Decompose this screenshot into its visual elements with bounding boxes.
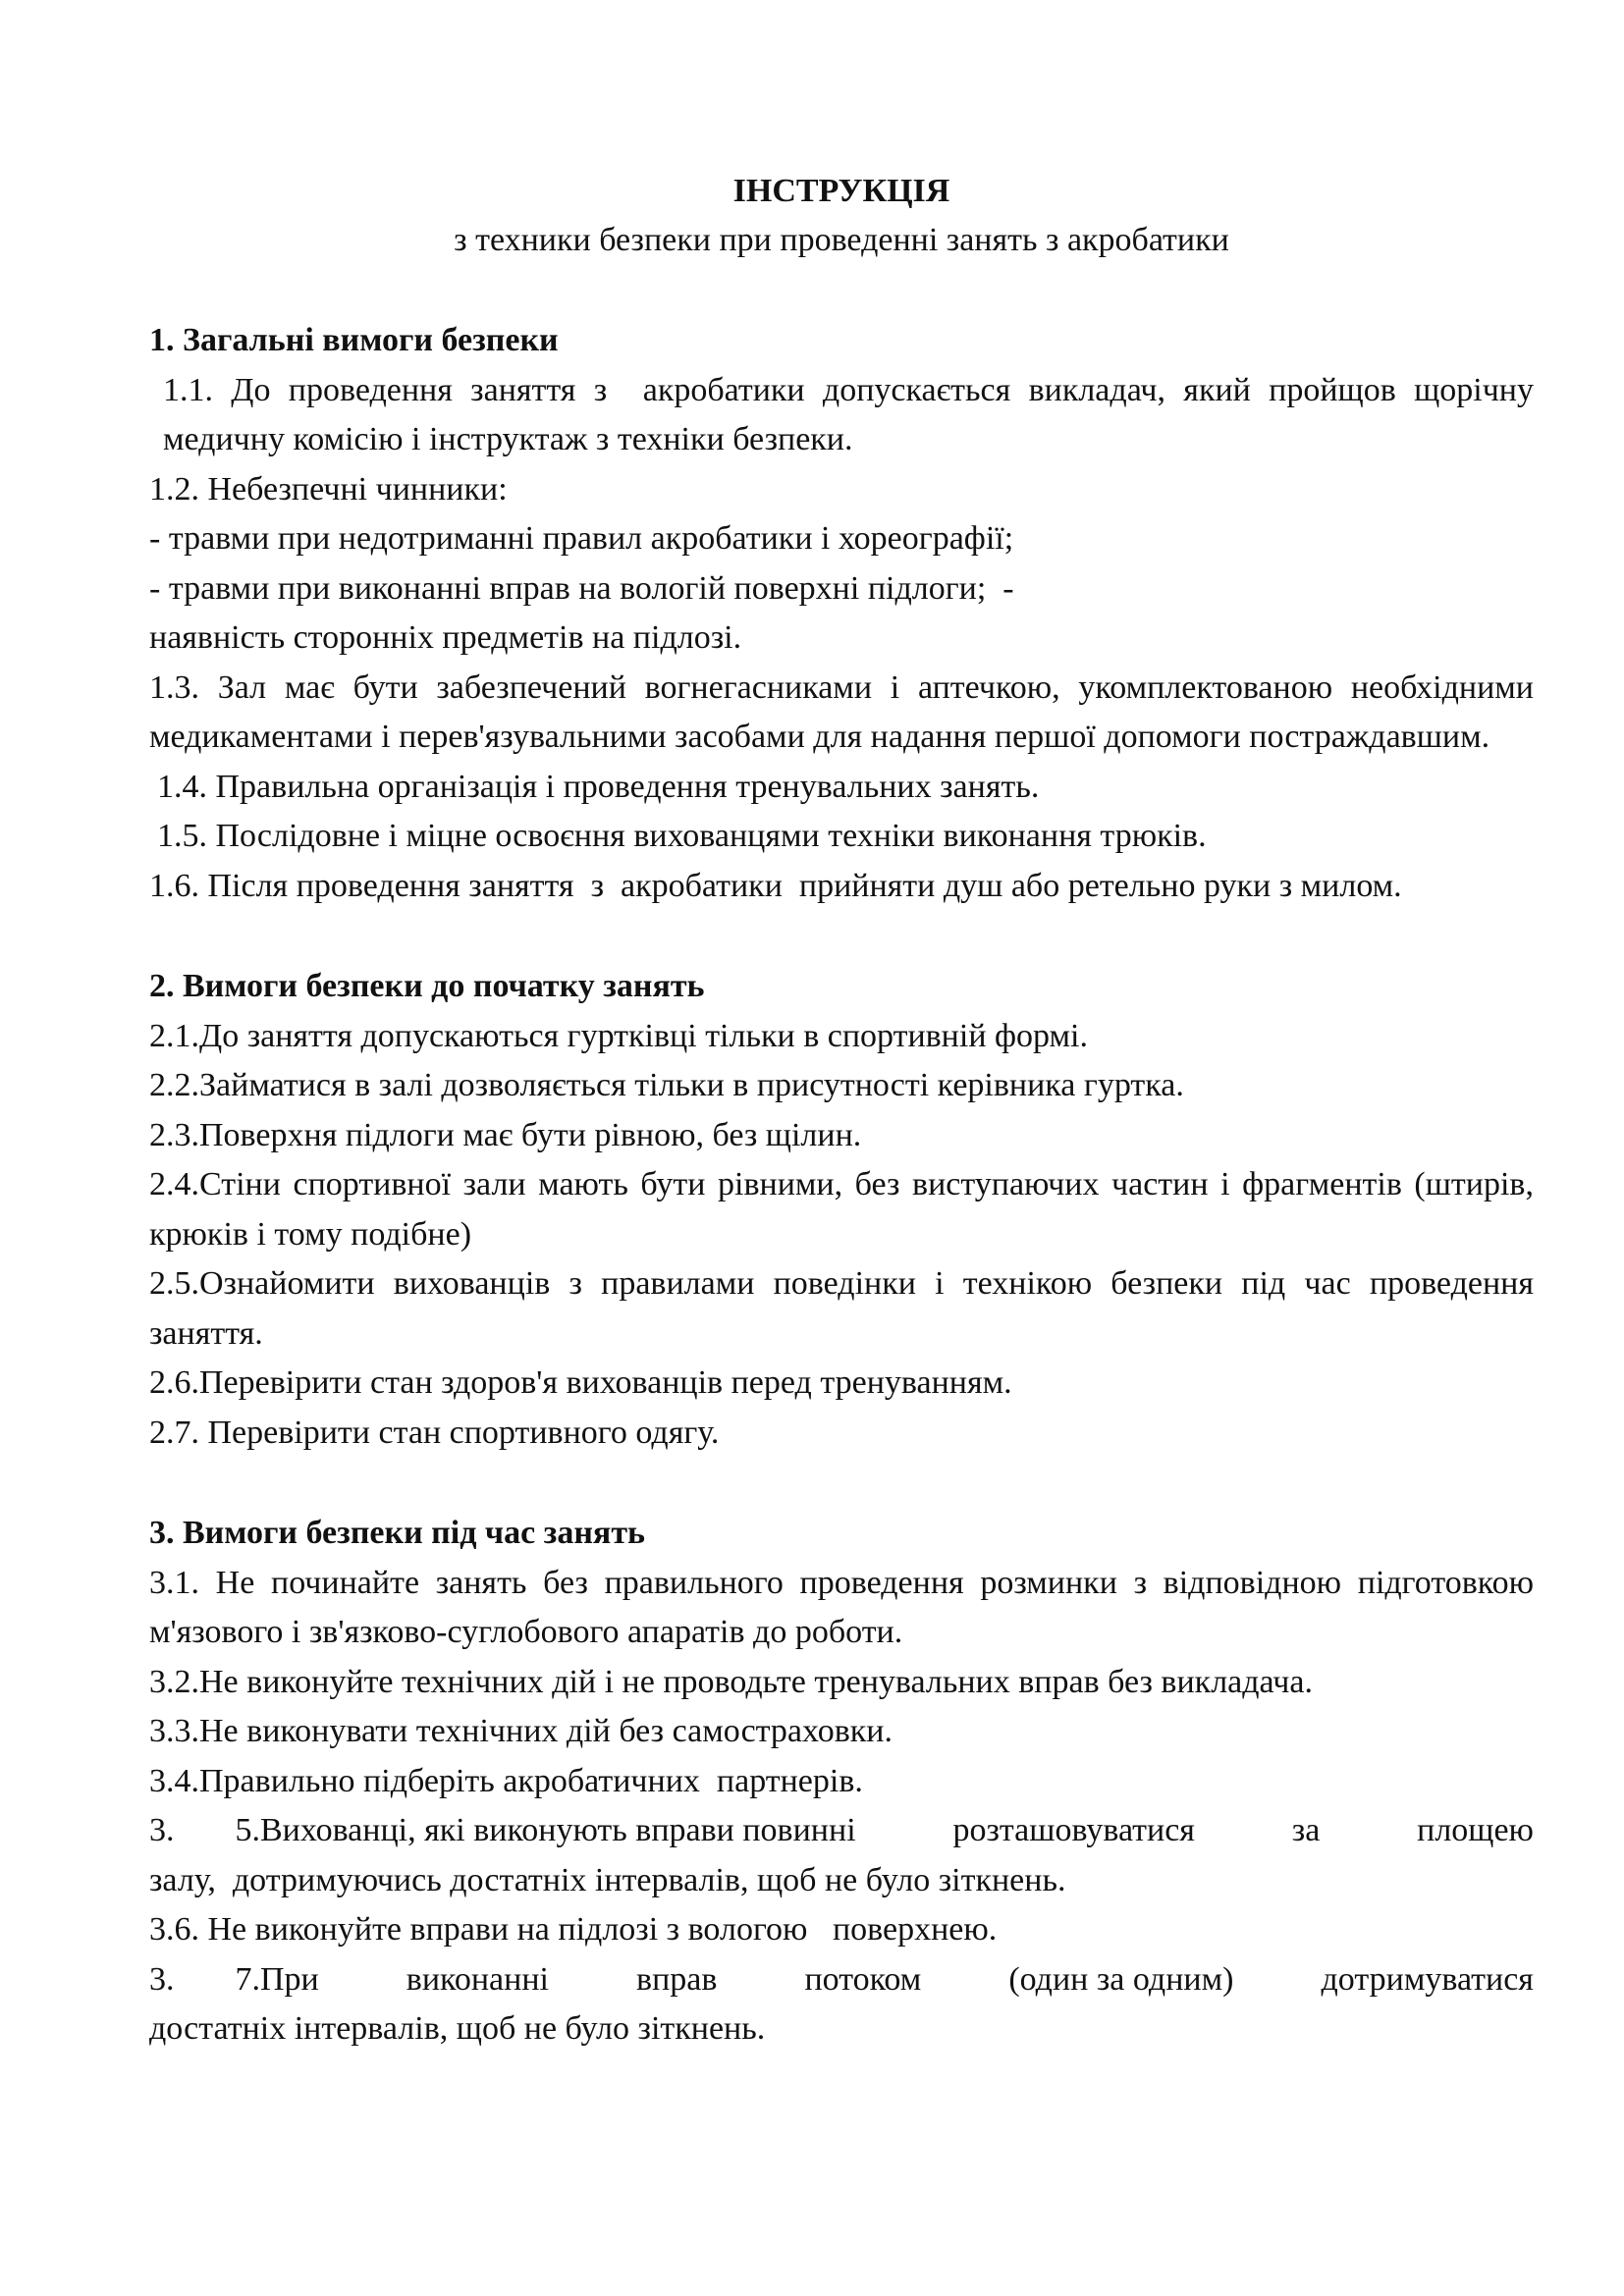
item-3-5-text: 5.Вихованці, які виконують вправи повинні	[235, 1812, 856, 1848]
item-3-5-second-line: залу, дотримуючись достатніх інтервалів, щоб не було зіткнень.	[149, 1861, 1066, 1898]
item-3-5-word-b: за	[1291, 1812, 1321, 1848]
item-3-7-word-c: потоком	[804, 1960, 922, 1998]
item-1-2: 1.2. Небезпечні чинники:	[149, 470, 508, 507]
item-3-5-lead	[149, 1806, 856, 1856]
item-1-4: 1.4. Правильна організація і проведення тренувальних занять.	[157, 768, 1040, 805]
item-2-4: 2.4.Стіни спортивної зали мають бути рівними, без виступаючих частин і фрагментів (штирів, крюків і тому подібне)	[149, 1166, 1543, 1253]
item-3-7-first-line	[149, 1955, 1534, 2005]
item-2-3: 2.3.Поверхня підлоги має бути рівною, без щілин.	[149, 1116, 862, 1153]
item-1-1: 1.1. До проведення заняття з акробатики допускається викладач, який пройщов щорічну медичну комісію і інструктаж з техніки безпеки.	[163, 371, 1543, 457]
item-3-2: 3.2.Не виконуйте технічних дій і не проводьте тренувальних вправ без викладача.	[149, 1663, 1313, 1700]
item-3-3: 3.3.Не виконувати технічних дій без самостраховки.	[149, 1713, 893, 1749]
item-3-5-word-c: площею	[1417, 1812, 1534, 1848]
item-1-2-c: наявність сторонніх предметів на підлозі.	[149, 619, 742, 656]
item-3-7-word-d: (один за одним)	[1008, 1960, 1234, 1998]
item-2-2: 2.2.Займатися в залі дозволяється тільки в присутності керівника гуртка.	[149, 1067, 1184, 1103]
document-subtitle: з техники безпеки при проведенні занять з акробатики	[454, 222, 1229, 258]
item-1-5: 1.5. Послідовне і міцне освоєння вихованцями техніки виконання трюків.	[157, 818, 1207, 854]
item-1-2-a: - травми при недотриманні правил акробатики і хореографії;	[149, 520, 1014, 557]
item-3-5-num: 3.	[149, 1812, 175, 1848]
item-2-1: 2.1.До заняття допускаються гуртківці тільки в спортивній формі.	[149, 1017, 1089, 1054]
document-title: ІНСТРУКЦІЯ	[732, 173, 950, 209]
item-3-1: 3.1. Не починайте занять без правильного проведення розминки з відповідною підготовкою м'язового і зв'язково-суглобового апаратів до роботи.	[149, 1564, 1559, 1650]
document-page	[149, 167, 1559, 2055]
item-3-7-word-e: дотримуватися	[1321, 1960, 1534, 1998]
item-3-4: 3.4.Правильно підберіть акробатичних партнерів.	[149, 1762, 863, 1799]
item-1-6: 1.6. Після проведення заняття з акробатики прийняти душ або ретельно руки з милом.	[149, 867, 1402, 904]
item-3-5-word-a: розташовуватися	[952, 1812, 1195, 1848]
item-3-7-second-line: достатніх інтервалів, щоб не було зіткнень.	[149, 2010, 766, 2047]
item-3-6: 3.6. Не виконуйте вправи на підлозі з вологою поверхнею.	[149, 1911, 998, 1948]
item-3-7-num: 3.	[149, 1960, 175, 1998]
section-3-heading: 3. Вимоги безпеки під час занять	[149, 1515, 646, 1551]
item-2-6: 2.6.Перевірити стан здоров'я вихованців перед тренуванням.	[149, 1364, 1012, 1401]
item-1-3: 1.3. Зал має бути забезпечений вогнегасниками і аптечкою, укомплектованою необхідними медикаментами і перев'язувальними засобами для надання першої допомоги постраждавшим.	[149, 668, 1543, 755]
item-3-7-word-a: виконанні	[406, 1960, 549, 1998]
item-2-5: 2.5.Ознайомити вихованців з правилами поведінки і технікою безпеки під час проведення заняття.	[149, 1265, 1543, 1352]
section-2-heading: 2. Вимоги безпеки до початку занять	[149, 968, 705, 1004]
item-1-2-b: - травми при виконанні вправ на вологій поверхні підлоги; -	[149, 569, 1014, 607]
item-3-7-text: 7.При	[235, 1960, 319, 1998]
item-3-5-first-line	[149, 1806, 1534, 1856]
item-3-7-lead	[149, 1955, 319, 2005]
section-1-heading: 1. Загальні вимоги безпеки	[149, 322, 559, 358]
item-2-7: 2.7. Перевірити стан спортивного одягу.	[149, 1414, 720, 1451]
item-3-7-word-b: вправ	[636, 1960, 718, 1998]
